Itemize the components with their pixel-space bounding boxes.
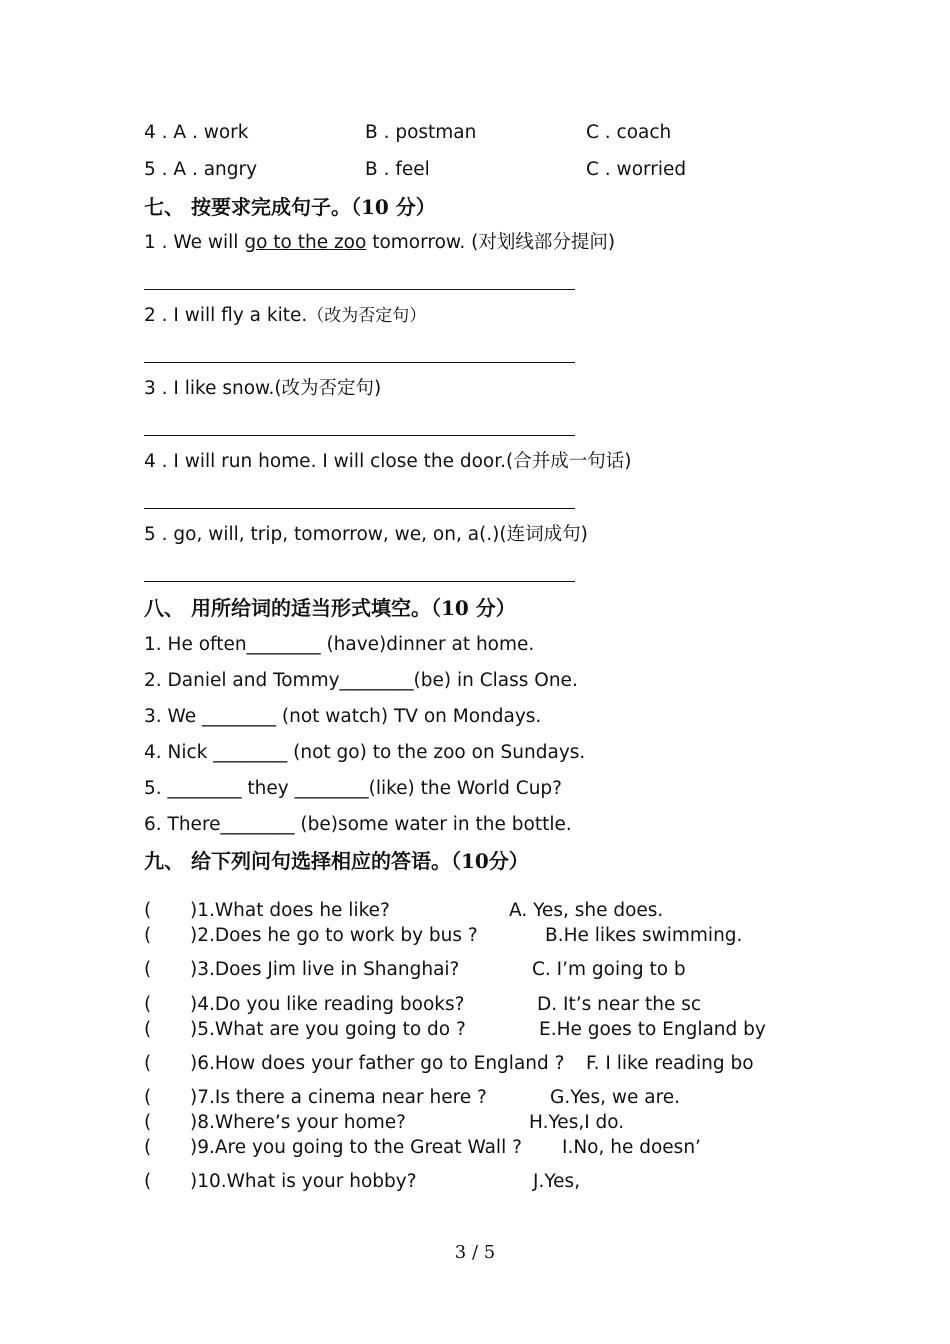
s8-question: 5. ________ they ________(like) the World Cup? [144,778,562,799]
s7-q1-underlined: go to the zoo [244,232,367,253]
match-answer: J.Yes, [533,1171,581,1192]
section-7-title: 七、 按要求完成句子。（10 分） [144,195,436,219]
match-question: )9.Are you going to the Great Wall ? [190,1137,522,1158]
match-question: )8.Where’s your home? [190,1112,406,1133]
s7-q1-post: tomorrow. (对划线部分提问) [366,232,616,253]
answer-paren: ( [144,1053,152,1074]
s8-question: 3. We ________ (not watch) TV on Mondays. [144,706,542,727]
match-answer: C. I’m going to b [532,959,686,980]
match-answer: B.He likes swimming. [545,925,743,946]
match-answer: A. Yes, she does. [509,900,664,921]
match-question: )6.How does your father go to England ? [190,1053,565,1074]
mc-option-c: C . worried [586,159,687,180]
mc-option-b: B . feel [365,159,430,180]
match-answer: D. It’s near the sc [537,994,702,1015]
answer-paren: ( [144,994,152,1015]
s8-question: 6. There________ (be)some water in the bottle. [144,814,572,835]
s7-question-1 [144,234,615,253]
match-answer: E.He goes to England by [539,1019,766,1040]
match-question: )7.Is there a cinema near here ? [190,1087,487,1108]
section-9-title: 九、 给下列问句选择相应的答语。（10分） [144,849,529,873]
page-number: 3 / 5 [454,1242,496,1263]
mc-option-c: C . coach [586,122,672,143]
answer-paren: ( [144,1112,152,1133]
mc-option-b: B . postman [365,122,477,143]
answer-paren: ( [144,959,152,980]
answer-paren: ( [144,925,152,946]
answer-paren: ( [144,1087,152,1108]
s8-question: 2. Daniel and Tommy________(be) in Class One. [144,670,578,691]
answer-line [144,362,575,363]
s7-q2-text: 2 . I will fly a kite. [144,305,308,326]
match-question: )2.Does he go to work by bus ? [190,925,478,946]
s7-q2-hint: （改为否定句） [307,306,427,326]
answer-line [144,581,575,582]
match-answer: I.No, he doesn’ [562,1137,701,1158]
match-answer: G.Yes, we are. [550,1087,681,1108]
answer-paren: ( [144,1137,152,1158]
answer-line [144,289,575,290]
answer-line [144,508,575,509]
section-8-title: 八、 用所给词的适当形式填空。（10 分） [144,596,516,620]
s8-question: 4. Nick ________ (not go) to the zoo on Sundays. [144,742,586,763]
match-question: )3.Does Jim live in Shanghai? [190,959,460,980]
match-answer: F. I like reading bo [586,1053,754,1074]
match-question: )1.What does he like? [190,900,390,921]
s7-question-2 [144,307,426,326]
answer-paren: ( [144,1019,152,1040]
match-question: )5.What are you going to do ? [190,1019,466,1040]
mc-option-a: 4 . A . work [144,122,249,143]
s7-question-3: 3 . I like snow.(改为否定句) [144,378,382,399]
mc-option-a: 5 . A . angry [144,159,258,180]
answer-line [144,435,575,436]
answer-paren: ( [144,1171,152,1192]
s8-question: 1. He often________ (have)dinner at home. [144,634,535,655]
s7-question-4: 4 . I will run home. I will close the door.(合并成一句话) [144,451,632,472]
answer-paren: ( [144,900,152,921]
s7-question-5: 5 . go, will, trip, tomorrow, we, on, a(.)(连词成句) [144,524,588,545]
match-answer: H.Yes,I do. [529,1112,625,1133]
match-question: )10.What is your hobby? [190,1171,417,1192]
match-question: )4.Do you like reading books? [190,994,465,1015]
s7-q1-pre: 1 . We will [144,232,245,253]
